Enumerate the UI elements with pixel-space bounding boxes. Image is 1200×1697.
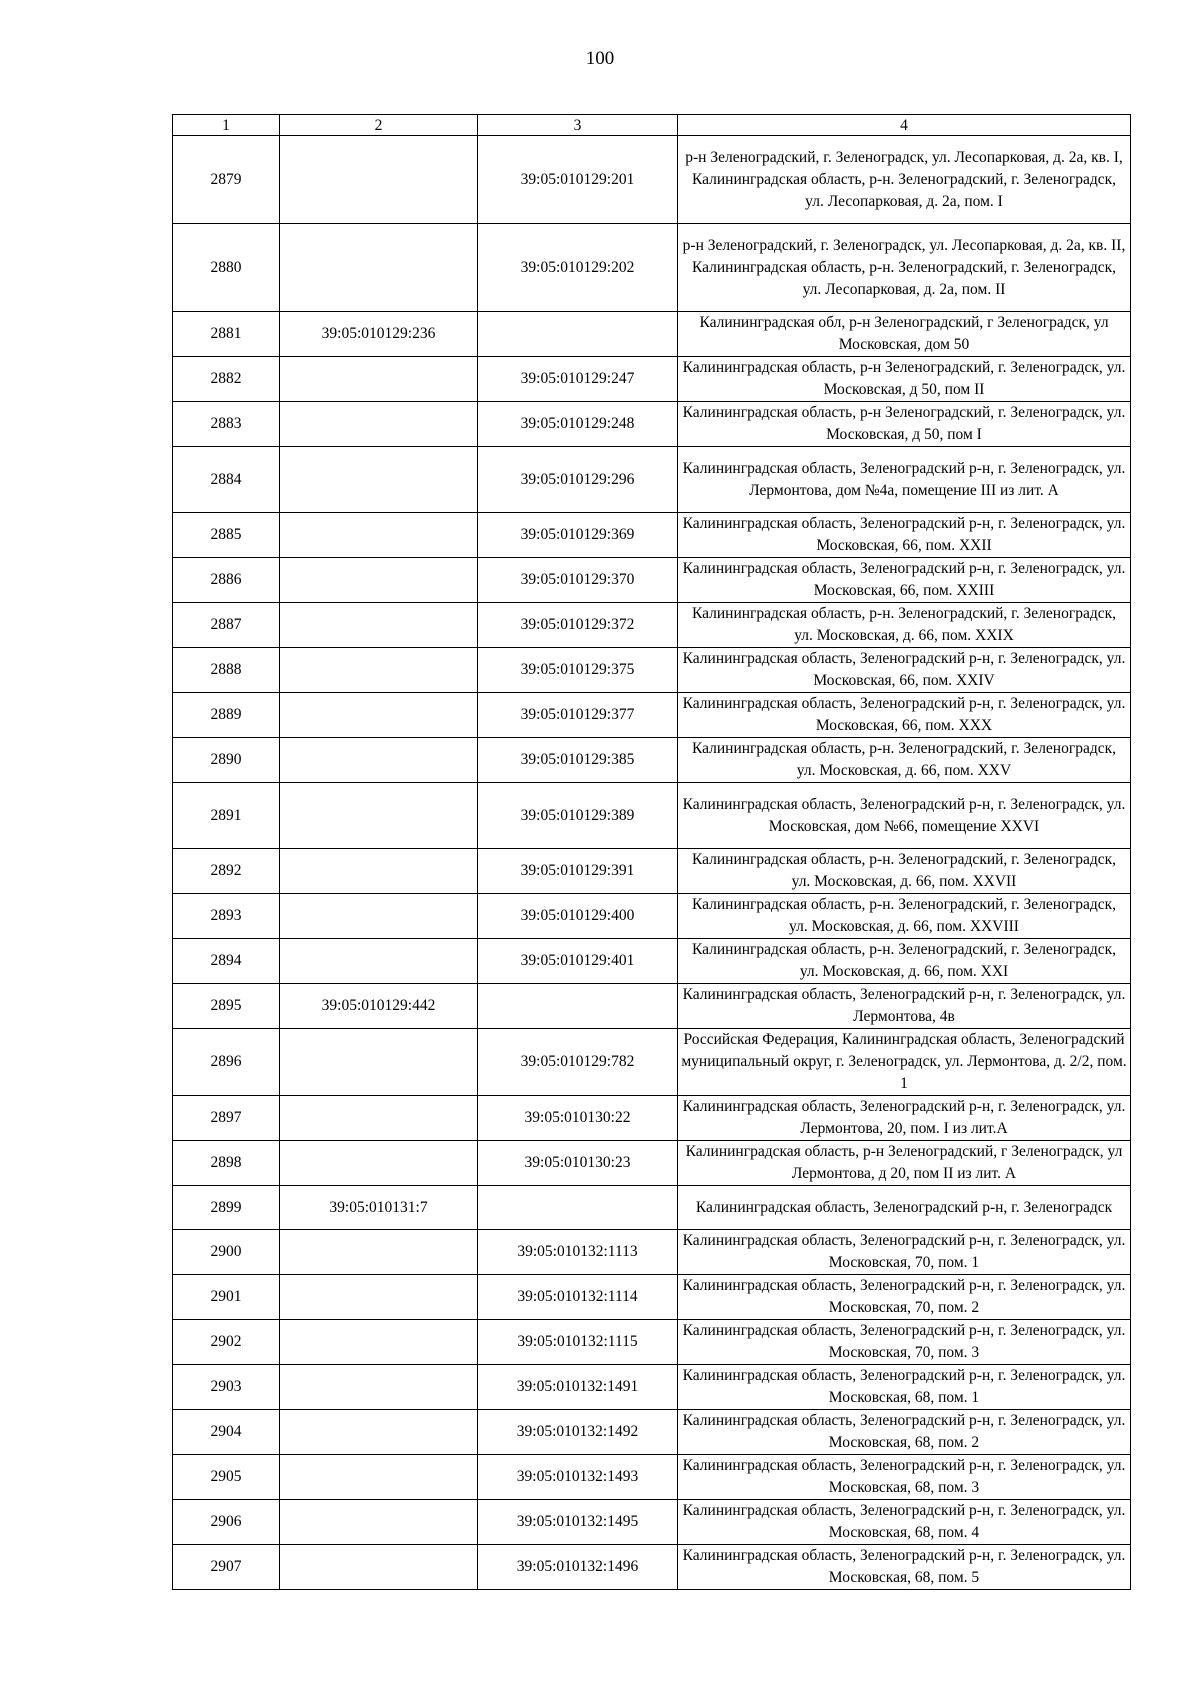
premises-cadastral-number-cell: 39:05:010129:372: [478, 603, 678, 648]
premises-cadastral-number-cell: 39:05:010129:782: [478, 1029, 678, 1096]
cadastral-number-cell: [280, 648, 478, 693]
row-number-cell: 2906: [173, 1500, 280, 1545]
cadastral-number-cell: [280, 1545, 478, 1590]
table-row: [173, 513, 1131, 558]
table-row: [173, 1230, 1131, 1275]
table-row: [173, 738, 1131, 783]
address-cell: Калининградская область, р-н Зеленоградский, г. Зеленоградск, ул. Московская, д 50, пом I: [678, 402, 1131, 447]
row-number-cell: 2902: [173, 1320, 280, 1365]
cadastral-number-cell: [280, 224, 478, 312]
cadastral-number-cell: [280, 1230, 478, 1275]
address-cell: Калининградская область, Зеленоградский р-н, г. Зеленоградск, ул. Лермонтова, дом №4а, помещение III из лит. А: [678, 447, 1131, 513]
row-number-cell: 2883: [173, 402, 280, 447]
premises-cadastral-number-cell: 39:05:010129:377: [478, 693, 678, 738]
header-row: [173, 115, 1131, 136]
table-row: [173, 1500, 1131, 1545]
cadastral-number-cell: [280, 402, 478, 447]
premises-cadastral-number-cell: 39:05:010129:401: [478, 939, 678, 984]
row-number-cell: 2884: [173, 447, 280, 513]
cadastral-number-cell: [280, 1320, 478, 1365]
premises-cadastral-number-cell: 39:05:010129:389: [478, 783, 678, 849]
address-cell: р-н Зеленоградский, г. Зеленоградск, ул. Лесопарковая, д. 2а, кв. I, Калининградская область, р-н. Зеленоградский, г. Зеленоградск, ул. Лесопарковая, д. 2а, пом. I: [678, 136, 1131, 224]
premises-cadastral-number-cell: 39:05:010129:248: [478, 402, 678, 447]
cadastral-number-cell: [280, 738, 478, 783]
address-cell: Калининградская область, р-н. Зеленоградский, г. Зеленоградск, ул. Московская, д. 66, пом. XXVIII: [678, 894, 1131, 939]
premises-cadastral-number-cell: 39:05:010130:23: [478, 1141, 678, 1186]
premises-cadastral-number-cell: 39:05:010132:1115: [478, 1320, 678, 1365]
cadastral-number-cell: [280, 357, 478, 402]
page-number: 100: [585, 48, 615, 69]
table-row: [173, 447, 1131, 513]
premises-cadastral-number-cell: 39:05:010132:1495: [478, 1500, 678, 1545]
premises-cadastral-number-cell: 39:05:010132:1113: [478, 1230, 678, 1275]
table-body: [173, 136, 1131, 1590]
row-number-cell: 2903: [173, 1365, 280, 1410]
premises-cadastral-number-cell: 39:05:010132:1491: [478, 1365, 678, 1410]
cadastral-number-cell: [280, 136, 478, 224]
premises-cadastral-number-cell: [478, 1186, 678, 1230]
cadastral-number-cell: [280, 1410, 478, 1455]
cadastral-number-cell: 39:05:010129:442: [280, 984, 478, 1029]
row-number-cell: 2886: [173, 558, 280, 603]
address-cell: Калининградская область, р-н. Зеленоградский, г. Зеленоградск, ул. Московская, д. 66, пом. XXV: [678, 738, 1131, 783]
premises-cadastral-number-cell: 39:05:010129:400: [478, 894, 678, 939]
cadastral-number-cell: [280, 1141, 478, 1186]
row-number-cell: 2885: [173, 513, 280, 558]
row-number-cell: 2879: [173, 136, 280, 224]
cadastral-number-cell: [280, 1365, 478, 1410]
premises-cadastral-number-cell: 39:05:010132:1114: [478, 1275, 678, 1320]
header-col-4: 4: [678, 115, 1131, 136]
row-number-cell: 2890: [173, 738, 280, 783]
row-number-cell: 2888: [173, 648, 280, 693]
table-row: [173, 312, 1131, 357]
address-cell: Калининградская область, Зеленоградский р-н, г. Зеленоградск, ул. Московская, 66, пом. XXII: [678, 513, 1131, 558]
header-col-3: 3: [478, 115, 678, 136]
address-cell: Калининградская область, Зеленоградский р-н, г. Зеленоградск, ул. Московская, дом №66, помещение XXVI: [678, 783, 1131, 849]
table-header: [173, 115, 1131, 136]
cadastral-number-cell: [280, 1455, 478, 1500]
address-cell: Калининградская область, р-н. Зеленоградский, г. Зеленоградск, ул. Московская, д. 66, пом. XXI: [678, 939, 1131, 984]
address-cell: Калининградская область, Зеленоградский р-н, г. Зеленоградск, ул. Московская, 70, пом. 2: [678, 1275, 1131, 1320]
address-cell: Калининградская область, р-н. Зеленоградский, г. Зеленоградск, ул. Московская, д. 66, пом. XXVII: [678, 849, 1131, 894]
cadastral-number-cell: 39:05:010131:7: [280, 1186, 478, 1230]
row-number-cell: 2887: [173, 603, 280, 648]
row-number-cell: 2899: [173, 1186, 280, 1230]
address-cell: р-н Зеленоградский, г. Зеленоградск, ул. Лесопарковая, д. 2а, кв. II, Калининградская область, р-н. Зеленоградский, г. Зеленоградск, ул. Лесопарковая, д. 2а, пом. II: [678, 224, 1131, 312]
cadastral-number-cell: [280, 513, 478, 558]
cadastral-number-cell: [280, 1500, 478, 1545]
premises-cadastral-number-cell: 39:05:010129:391: [478, 849, 678, 894]
premises-cadastral-number-cell: 39:05:010129:247: [478, 357, 678, 402]
table-row: [173, 603, 1131, 648]
cadastral-number-cell: [280, 783, 478, 849]
table-row: [173, 648, 1131, 693]
address-cell: Калининградская область, Зеленоградский р-н, г. Зеленоградск, ул. Московская, 68, пом. 5: [678, 1545, 1131, 1590]
row-number-cell: 2898: [173, 1141, 280, 1186]
row-number-cell: 2905: [173, 1455, 280, 1500]
address-cell: Калининградская область, Зеленоградский р-н, г. Зеленоградск, ул. Лермонтова, 20, пом. I из лит.А: [678, 1096, 1131, 1141]
row-number-cell: 2892: [173, 849, 280, 894]
row-number-cell: 2889: [173, 693, 280, 738]
row-number-cell: 2897: [173, 1096, 280, 1141]
row-number-cell: 2904: [173, 1410, 280, 1455]
address-cell: Калининградская область, р-н Зеленоградский, г Зеленоградск, ул Лермонтова, д 20, пом II из лит. А: [678, 1141, 1131, 1186]
address-cell: Калининградская область, Зеленоградский р-н, г. Зеленоградск, ул. Московская, 68, пом. 2: [678, 1410, 1131, 1455]
cadastral-number-cell: [280, 558, 478, 603]
table-row: [173, 357, 1131, 402]
cadastral-number-cell: [280, 447, 478, 513]
address-cell: Калининградская область, Зеленоградский р-н, г. Зеленоградск, ул. Московская, 66, пом. XXIV: [678, 648, 1131, 693]
premises-cadastral-number-cell: 39:05:010130:22: [478, 1096, 678, 1141]
premises-cadastral-number-cell: 39:05:010132:1493: [478, 1455, 678, 1500]
cadastral-number-cell: [280, 849, 478, 894]
header-col-1: 1: [173, 115, 280, 136]
header-col-2: 2: [280, 115, 478, 136]
row-number-cell: 2895: [173, 984, 280, 1029]
address-cell: Калининградская область, Зеленоградский р-н, г. Зеленоградск: [678, 1186, 1131, 1230]
table-row: [173, 1455, 1131, 1500]
table-row: [173, 894, 1131, 939]
table-row: [173, 849, 1131, 894]
table-row: [173, 1186, 1131, 1230]
address-cell: Калининградская область, Зеленоградский р-н, г. Зеленоградск, ул. Лермонтова, 4в: [678, 984, 1131, 1029]
address-cell: Калининградская область, Зеленоградский р-н, г. Зеленоградск, ул. Московская, 70, пом. 3: [678, 1320, 1131, 1365]
premises-cadastral-number-cell: 39:05:010132:1496: [478, 1545, 678, 1590]
premises-cadastral-number-cell: 39:05:010129:369: [478, 513, 678, 558]
table-row: [173, 1141, 1131, 1186]
cadastral-number-cell: [280, 603, 478, 648]
table-row: [173, 984, 1131, 1029]
table-row: [173, 558, 1131, 603]
register-table: [172, 114, 1131, 1590]
table-row: [173, 136, 1131, 224]
address-cell: Калининградская область, Зеленоградский р-н, г. Зеленоградск, ул. Московская, 68, пом. 4: [678, 1500, 1131, 1545]
table-row: [173, 1320, 1131, 1365]
cadastral-number-cell: [280, 1275, 478, 1320]
address-cell: Калининградская область, р-н. Зеленоградский, г. Зеленоградск, ул. Московская, д. 66, пом. XXIX: [678, 603, 1131, 648]
row-number-cell: 2893: [173, 894, 280, 939]
table-row: [173, 783, 1131, 849]
row-number-cell: 2907: [173, 1545, 280, 1590]
cadastral-number-cell: [280, 939, 478, 984]
premises-cadastral-number-cell: 39:05:010132:1492: [478, 1410, 678, 1455]
cadastral-number-cell: [280, 1029, 478, 1096]
row-number-cell: 2896: [173, 1029, 280, 1096]
row-number-cell: 2900: [173, 1230, 280, 1275]
table-row: [173, 402, 1131, 447]
row-number-cell: 2894: [173, 939, 280, 984]
table-row: [173, 1029, 1131, 1096]
address-cell: Калининградская область, Зеленоградский р-н, г. Зеленоградск, ул. Московская, 70, пом. 1: [678, 1230, 1131, 1275]
table-row: [173, 939, 1131, 984]
premises-cadastral-number-cell: [478, 984, 678, 1029]
premises-cadastral-number-cell: 39:05:010129:385: [478, 738, 678, 783]
table-row: [173, 693, 1131, 738]
table-row: [173, 224, 1131, 312]
address-cell: Калининградская область, р-н Зеленоградский, г. Зеленоградск, ул. Московская, д 50, пом II: [678, 357, 1131, 402]
row-number-cell: 2891: [173, 783, 280, 849]
row-number-cell: 2901: [173, 1275, 280, 1320]
premises-cadastral-number-cell: 39:05:010129:370: [478, 558, 678, 603]
address-cell: Калининградская область, Зеленоградский р-н, г. Зеленоградск, ул. Московская, 68, пом. 1: [678, 1365, 1131, 1410]
table-row: [173, 1096, 1131, 1141]
address-cell: Калининградская обл, р-н Зеленоградский, г Зеленоградск, ул Московская, дом 50: [678, 312, 1131, 357]
table-row: [173, 1275, 1131, 1320]
premises-cadastral-number-cell: [478, 312, 678, 357]
table-row: [173, 1545, 1131, 1590]
premises-cadastral-number-cell: 39:05:010129:202: [478, 224, 678, 312]
cadastral-number-cell: [280, 894, 478, 939]
cadastral-number-cell: [280, 1096, 478, 1141]
address-cell: Калининградская область, Зеленоградский р-н, г. Зеленоградск, ул. Московская, 66, пом. XXIII: [678, 558, 1131, 603]
premises-cadastral-number-cell: 39:05:010129:201: [478, 136, 678, 224]
address-cell: Калининградская область, Зеленоградский р-н, г. Зеленоградск, ул. Московская, 68, пом. 3: [678, 1455, 1131, 1500]
table-row: [173, 1365, 1131, 1410]
address-cell: Российская Федерация, Калининградская область, Зеленоградский муниципальный округ, г. Зеленоградск, ул. Лермонтова, д. 2/2, пом. 1: [678, 1029, 1131, 1096]
table-row: [173, 1410, 1131, 1455]
row-number-cell: 2880: [173, 224, 280, 312]
premises-cadastral-number-cell: 39:05:010129:296: [478, 447, 678, 513]
premises-cadastral-number-cell: 39:05:010129:375: [478, 648, 678, 693]
cadastral-number-cell: [280, 693, 478, 738]
row-number-cell: 2881: [173, 312, 280, 357]
address-cell: Калининградская область, Зеленоградский р-н, г. Зеленоградск, ул. Московская, 66, пом. XXX: [678, 693, 1131, 738]
row-number-cell: 2882: [173, 357, 280, 402]
cadastral-number-cell: 39:05:010129:236: [280, 312, 478, 357]
